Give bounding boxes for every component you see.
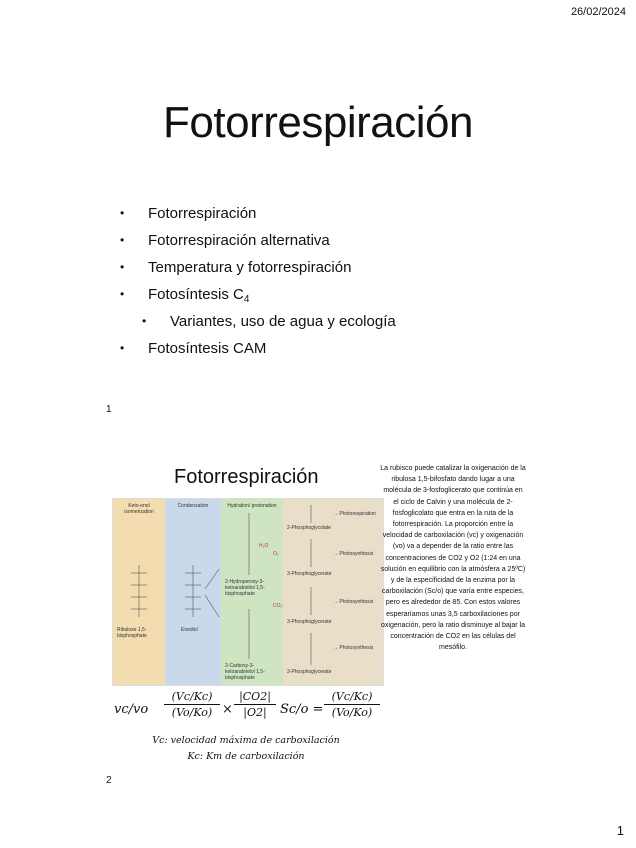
formula-fraction-1: (Vc/Kc) (Vo/Ko) — [164, 690, 220, 719]
figure-structures — [113, 499, 383, 685]
photosynthesis-label-1: → Photosynthesis — [333, 551, 374, 557]
ribulose-label: Ribulose 1,5-bisphosphate — [117, 627, 147, 639]
date: 26/02/2024 — [570, 6, 626, 18]
pga-label-2: 3-Phosphoglycerate — [287, 619, 332, 625]
bullet-icon: • — [120, 260, 125, 274]
photorespiration-label: → Photorespiration — [333, 511, 376, 517]
rubisco-mechanism-figure — [112, 498, 384, 686]
bullet-icon: • — [120, 233, 125, 247]
pga-label-1: 3-Phosphoglycerate — [287, 571, 332, 577]
slide2-title: Fotorrespiración — [174, 466, 319, 488]
slide-number: 1 — [106, 404, 112, 415]
o2-label: O₂ — [273, 551, 279, 557]
enediol-label: Enediol — [181, 627, 198, 633]
photosynthesis-label-3: → Photosynthesis — [333, 645, 374, 651]
figure-column-hydration: Hydration/ protonation 2-Hydroperoxy-3-ketoarabinitol 1,5-bisphosphate 2-Carboxy-3-ketoarabinitol 1,5-bisphosphate — [221, 499, 283, 685]
formula-fraction-2: |CO2| |O2| — [234, 690, 276, 719]
co2-label: CO₂ — [273, 603, 283, 609]
slide-number: 2 — [106, 775, 112, 786]
formula-legend-vc: Vc: velocidad máxima de carboxilación — [152, 735, 340, 746]
slide1-title: Fotorrespiración — [163, 98, 473, 147]
bullet-icon: • — [120, 206, 125, 220]
figure-column-condensation: Condensation Enediol — [165, 499, 221, 685]
figure-column-isomerization: Keto-enol isomerization Ribulose 1,5-bisphosphate — [113, 499, 165, 685]
page-number: 1 — [616, 823, 624, 838]
carboxy-label: 2-Carboxy-3-ketoarabinitol 1,5-bisphosphate — [225, 663, 265, 681]
explanation-text: La rubisco puede catalizar la oxigenación de la ribulosa 1,5-bifosfato dando lugar a una molécula de 3-fosfoglicerato que continúa en el ciclo de Calvin y una molécula de 2-fosfoglicolato que entra en la ruta de la fotorrespiración. La proporción entre la velocidad de carboxilación (vc) y oxigenación (vo) va a depender de la ratio entre las concentraciones de CO2 y O2 (1:24 en una solución en equilibrio con la atmósfera a 25ºC) y de la especificidad de la enzima por la carboxilación (Sc/o) que varía entre especies, pero es alrededor de 85. Con estos valores esperaríamos unas 3,5 carboxilaciones por oxigenación, pero la ratio disminuye al bajar la concentración de CO2 en las células del mesófilo. — [380, 465, 526, 652]
phosphoglycolate-label: 2-Phosphoglycolate — [287, 525, 331, 531]
bullet-icon: • — [120, 287, 125, 301]
h2o-label: H₂O — [259, 543, 269, 549]
bullet-icon: • — [142, 314, 147, 328]
formula-times: × — [222, 702, 233, 717]
pga-label-3: 3-Phosphoglycerate — [287, 669, 332, 675]
hydroperoxy-label: 2-Hydroperoxy-3-ketoarabinitol 1,5-bisphosphate — [225, 579, 265, 597]
rate-formula — [112, 688, 380, 732]
photosynthesis-label-2: → Photosynthesis — [333, 599, 374, 605]
formula-fraction-3: (Vc/Kc) (Vo/Ko) — [324, 690, 380, 719]
formula-specificity: Sc/o = — [280, 702, 324, 717]
formula-legend-kc: Kc: Km de carboxilación — [187, 751, 305, 762]
bullet-icon: • — [120, 341, 125, 355]
formula-lhs: vc/vo — [114, 702, 149, 717]
